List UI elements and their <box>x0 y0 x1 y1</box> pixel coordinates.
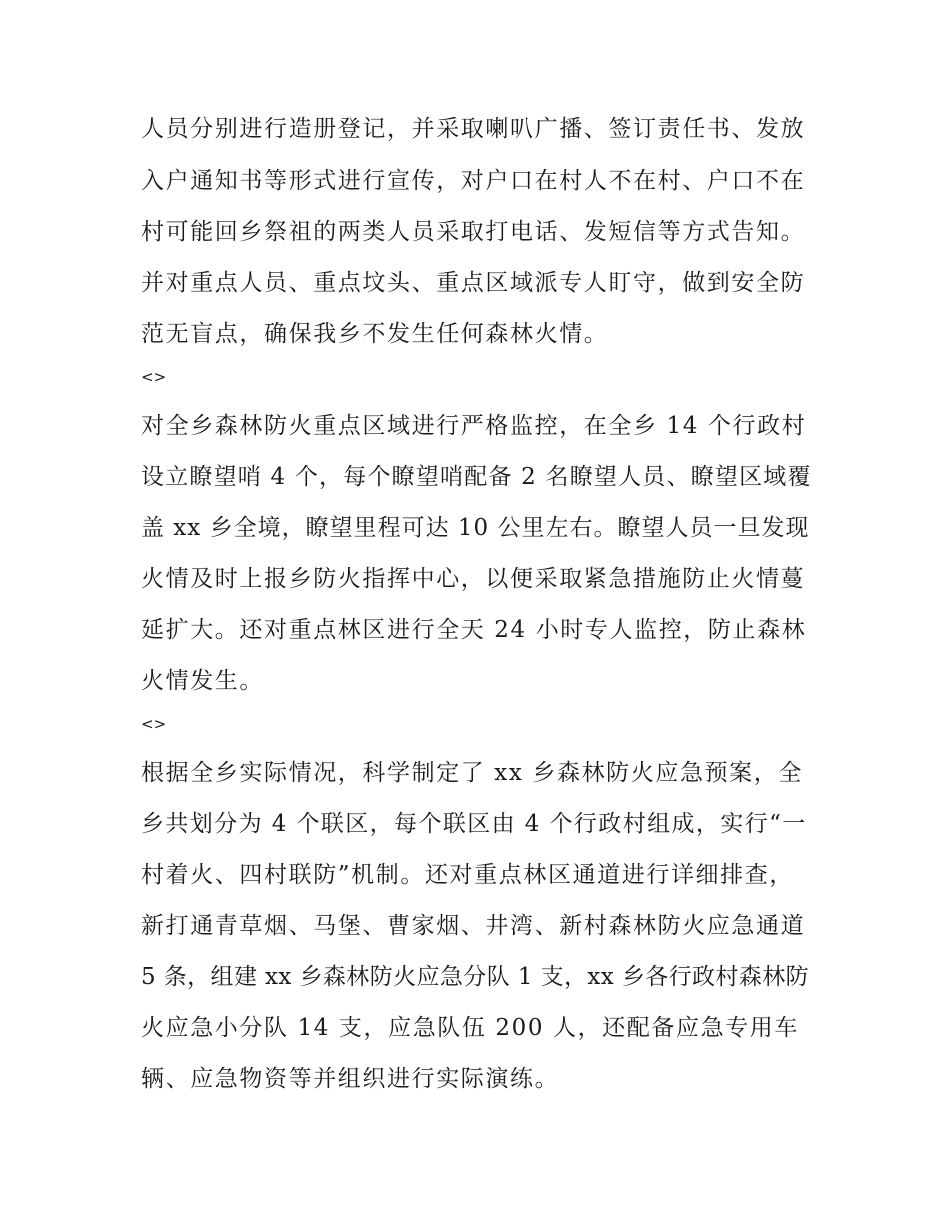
text-line: 5 条，组建 xx 乡森林防火应急分队 1 支，xx 乡各行政村森林防 <box>141 964 810 990</box>
section-separator: <> <box>141 368 167 386</box>
text-line: 对全乡森林防火重点区域进行严格监控，在全乡 14 个行政村 <box>141 413 807 439</box>
text-line: 盖 xx 乡全境，瞭望里程可达 10 公里左右。瞭望人员一旦发现 <box>141 515 810 541</box>
text-line: 新打通青草烟、马堡、曹家烟、井湾、新村森林防火应急通道 <box>141 913 806 939</box>
text-line: 火情及时上报乡防火指挥中心，以便采取紧急措施防止火情蔓 <box>141 566 806 592</box>
text-line: 范无盲点，确保我乡不发生任何森林火情。 <box>141 321 609 347</box>
text-line: 人员分别进行造册登记，并采取喇叭广播、签订责任书、发放 <box>141 116 806 142</box>
text-line: 火情发生。 <box>141 668 264 694</box>
text-line: 乡共划分为 4 个联区，每个联区由 4 个行政村组成，实行“一 <box>141 811 807 837</box>
text-line: 火应急小分队 14 支，应急队伍 200 人，还配备应急专用车 <box>141 1015 800 1041</box>
text-line: 辆、应急物资等并组织进行实际演练。 <box>141 1066 560 1092</box>
text-line: 入户通知书等形式进行宣传，对户口在村人不在村、户口不在 <box>141 168 806 194</box>
section-separator: <> <box>141 715 167 733</box>
text-line: 村可能回乡祭祖的两类人员采取打电话、发短信等方式告知。 <box>141 219 806 245</box>
text-line: 根据全乡实际情况，科学制定了 xx 乡森林防火应急预案，全 <box>141 760 803 786</box>
text-line: 设立瞭望哨 4 个，每个瞭望哨配备 2 名瞭望人员、瞭望区域覆 <box>141 464 812 490</box>
text-line: 延扩大。还对重点林区进行全天 24 小时专人监控，防止森林 <box>141 617 807 643</box>
text-line: 并对重点人员、重点坟头、重点区域派专人盯守，做到安全防 <box>141 270 806 296</box>
text-line: 村着火、四村联防”机制。还对重点林区通道进行详细排查， <box>141 862 794 888</box>
